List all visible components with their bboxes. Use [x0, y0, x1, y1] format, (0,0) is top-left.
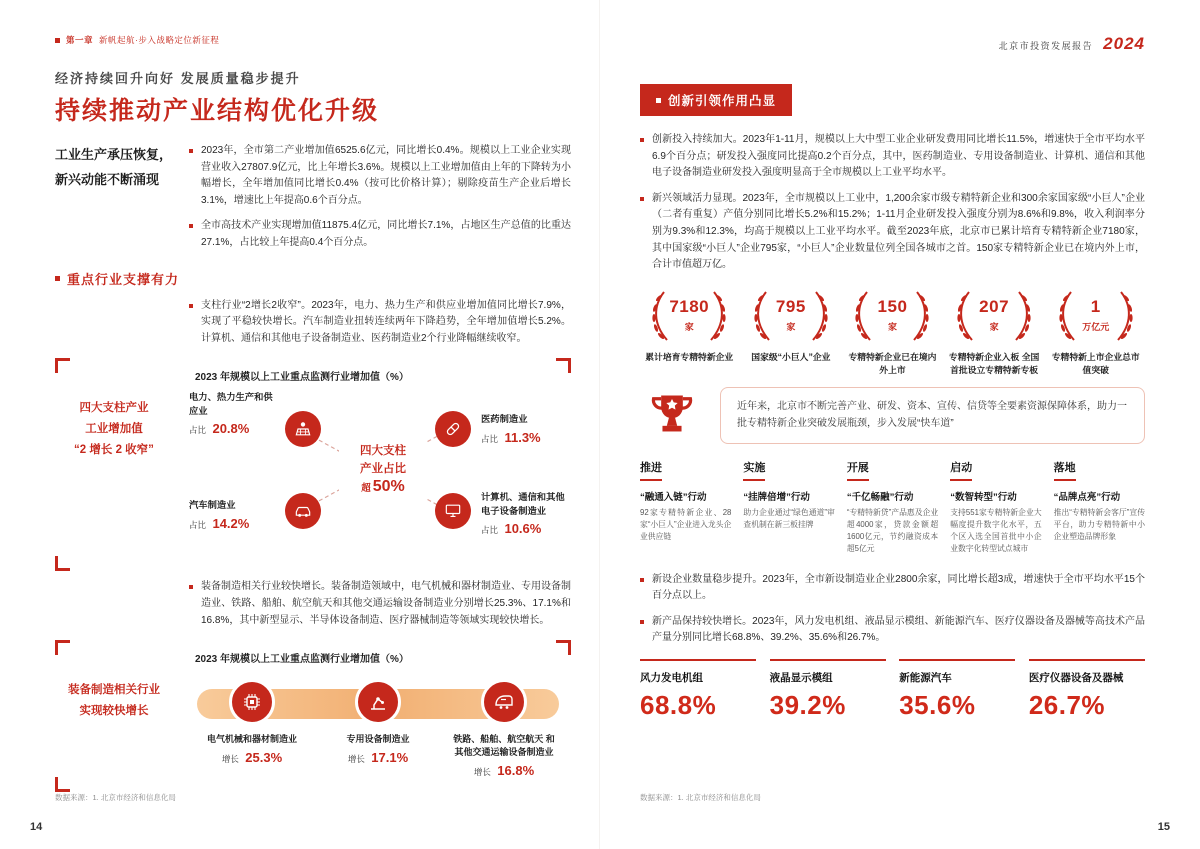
stat-item	[640, 659, 756, 721]
bullet-marker	[189, 304, 193, 308]
section-innovation-badge	[640, 84, 792, 116]
section-marker	[55, 276, 60, 281]
corner-bracket	[556, 640, 571, 655]
pillar-bullets-row	[55, 298, 571, 357]
stat-value: 35.6%	[899, 689, 976, 720]
wreath-stat	[742, 288, 840, 377]
wreath-number: 7180	[669, 296, 710, 316]
equipment-item: 电气机械和器材制造业 增长 25.3%	[206, 734, 297, 766]
equipment-icons-row	[189, 679, 567, 725]
action-tag: 落地	[1054, 459, 1076, 481]
data-source-note: 数据来源：1. 北京市经济和信息化局	[640, 793, 761, 802]
wreath-stat	[843, 288, 941, 377]
side-label-line: 实现较快增长	[79, 704, 149, 717]
page-15	[600, 0, 1200, 849]
wreath-unit: 家	[887, 321, 897, 332]
action-item	[1054, 458, 1145, 555]
pillar-name: 电力、热力生产和供应业	[189, 392, 273, 416]
pillar-name: 计算机、通信和其他电子设备制造业	[481, 492, 565, 516]
pillar-name: 汽车制造业	[189, 500, 236, 511]
wreath-caption: 专精特新上市企业总市值突破	[1051, 351, 1140, 375]
intro-bullets	[189, 143, 571, 261]
bullet-text: 创新投入持续加大。2023年1-11月，规模以上大中型工业企业研发费用同比增长11.5%，增速快于全市平均水平6.9个百分点；研发投入强度同比提高0.2个百分点，其中，医药制造业、专用设备制造业、计算机、通信和其他电子设备制造业研发投入强度明显高于全市规模以上工业平均水平。	[652, 134, 1145, 179]
section-key-industries	[55, 269, 571, 288]
data-source-note: 数据来源：1. 北京市经济和信息化局	[55, 793, 176, 802]
trophy-note	[640, 386, 1145, 444]
bullet-text: 2023年，全市第二产业增加值6525.6亿元，同比增长0.4%。规模以上工业企业实现营业收入27807.9亿元，比上年增长3.6%。规模以上工业增加值由上年的下降转为小幅增长，全年增加值同比增长0.4%（按可比价格计算）；剔除疫苗生产企业后增长3.1%，增速比上年提高0.6个百分点。	[201, 145, 571, 206]
action-tag: 实施	[743, 459, 765, 481]
action-item	[847, 458, 938, 555]
bullet-marker	[640, 620, 644, 624]
bullet-marker	[189, 224, 193, 228]
stat-name: 医疗仪器设备及器械	[1028, 671, 1124, 684]
list-item	[189, 218, 571, 251]
side-label-line: 四大支柱产业	[79, 402, 149, 415]
chapter-number: 第一章	[66, 35, 94, 45]
report-header	[640, 34, 1145, 54]
laurel-wreath-icon	[949, 288, 1039, 346]
wreath-unit: 万亿元	[1082, 321, 1110, 332]
stat-name: 风力发电机组	[640, 671, 703, 684]
report-title: 北京市投资发展报告	[998, 41, 1094, 51]
list-item	[640, 572, 1145, 605]
action-title: “数智转型”行动	[950, 492, 1017, 504]
pillar-side-label	[55, 368, 173, 559]
action-item	[950, 458, 1041, 555]
laurel-wreath-icon	[1051, 288, 1141, 346]
bullet-marker	[189, 585, 193, 589]
equipment-item: 专用设备制造业 增长 17.1%	[346, 734, 410, 766]
pillar-value: 占比 10.6%	[481, 521, 542, 537]
chapter-header	[55, 34, 571, 46]
action-desc: “专精特新贷”产品惠及企业超4000家，贷款金额超1600亿元，节约融资成本超5亿元	[846, 508, 939, 554]
pillar-item-power	[189, 391, 279, 438]
action-desc: 推出“专精特新会客厅”宣传平台，助力专精特新中小企业塑造品牌形象	[1053, 508, 1146, 542]
list-item	[189, 143, 571, 209]
trophy-text: 近年来，北京市不断完善产业、研发、资本、宣传、信贷等全要素资源保障体系，助力一批专精特新企业突破发展瓶颈，步入发展“快车道”	[720, 387, 1145, 444]
wreath-caption: 专精特新企业已在境内外上市	[848, 351, 937, 375]
action-desc: 支持551家专精特新企业大幅度提升数字化水平，五个区入选全国首批中小企业数字化转型试点城市	[950, 508, 1042, 554]
pillar-value: 占比 14.2%	[189, 515, 250, 531]
pillar-item-pharma	[481, 413, 571, 446]
equipment-bullets-row	[55, 579, 571, 638]
wreath-caption: 专精特新企业入板 全国首批设立专精特新专板	[948, 351, 1040, 375]
action-item	[640, 458, 731, 555]
corner-bracket	[55, 777, 70, 792]
wreath-stat	[945, 288, 1043, 377]
stat-item	[1029, 659, 1145, 721]
stat-name: 新能源汽车	[899, 671, 952, 684]
robot-arm-icon	[355, 679, 401, 725]
wreath-unit: 家	[786, 321, 796, 332]
wreath-number: 1	[1090, 296, 1101, 316]
chart-title: 2023 年规模以上工业重点监测行业增加值（%）	[195, 654, 409, 666]
badge-label: 创新引领作用凸显	[668, 94, 777, 108]
bullet-text: 支柱行业“2增长2收窄”。2023年，电力、热力生产和供应业增加值同比增长7.9%，实现了平稳较快增长。汽车制造业扭转连续两年下降趋势，全年增加值增长5.2%。计算机、通信和其他电子设备制造业、医药制造业2个行业降幅继续收窄。	[201, 299, 571, 344]
corner-bracket	[55, 640, 70, 655]
equipment-captions	[189, 733, 567, 780]
pillar-item-auto	[189, 499, 279, 532]
four-pillars-diagram	[189, 391, 567, 559]
page-number: 15	[1157, 821, 1170, 833]
corner-bracket	[55, 556, 70, 571]
page-subtitle: 经济持续回升向好 发展质量稳步提升	[55, 71, 301, 86]
lead-line-2: 新兴动能不断涌现	[55, 171, 160, 187]
wreath-number: 795	[775, 296, 806, 316]
list-item	[189, 579, 571, 629]
actions-row	[640, 458, 1145, 555]
laurel-wreath-icon	[746, 288, 836, 346]
list-item	[640, 191, 1145, 274]
list-item	[640, 614, 1145, 647]
equipment-item: 铁路、船舶、航空航天 和 其他交通运输设备制造业 增长 16.8%	[453, 734, 555, 779]
action-tag: 启动	[950, 459, 972, 481]
badge-marker	[656, 98, 661, 103]
pillar-value: 占比 20.8%	[189, 421, 250, 437]
four-pillars-section	[55, 358, 571, 571]
bullet-text: 装备制造相关行业较快增长。装备制造领域中，电气机械和器材制造业、专用设备制造业、铁路、船舶、航空航天和其他交通运输设备制造业分别增长25.3%、17.1%和16.8%，其中新型显示、半导体设备制造、医疗器械制造等领域实现较快增长。	[201, 581, 571, 626]
corner-bracket	[55, 358, 70, 373]
stat-item	[770, 659, 886, 721]
bullet-marker	[189, 149, 193, 153]
header-marker	[55, 38, 60, 43]
chapter-title: 新帆起航·步入战略定位新征程	[99, 35, 220, 45]
intro-row	[55, 143, 571, 261]
pillar-name: 医药制造业	[481, 414, 528, 425]
wreath-caption: 国家级“小巨人”企业	[751, 351, 831, 362]
stat-value: 68.8%	[640, 689, 717, 720]
side-label-line: 工业增加值	[85, 423, 143, 436]
wreath-number: 207	[979, 296, 1010, 316]
product-growth-stats	[640, 659, 1145, 721]
pillar-center-label: 四大支柱 产业占比 超 50%	[339, 437, 427, 502]
bullet-text: 新产品保持较快增长。2023年，风力发电机组、液晶显示模组、新能源汽车、医疗仪器设备及器械等高技术产品产量分别同比增长68.8%、39.2%、35.6%和26.7%。	[652, 615, 1145, 644]
growth-bullets	[640, 572, 1145, 647]
list-item	[640, 132, 1145, 182]
wreath-caption: 累计培育专精特新企业	[645, 351, 734, 362]
action-desc: 92家专精特新企业、28家“小巨人”企业进入龙头企业供应链	[640, 508, 732, 542]
stat-name: 液晶显示模组	[769, 671, 833, 684]
bullet-marker	[640, 138, 644, 142]
wreath-stat	[640, 288, 738, 377]
lead-line-1: 工业生产承压恢复，	[55, 147, 173, 162]
wreath-number: 150	[877, 296, 908, 316]
bullet-text: 新设企业数量稳步提升。2023年，全市新设制造业企业2800余家，同比增长超3成，增速快于全市平均水平15个百分点以上。	[652, 573, 1145, 602]
wreath-unit: 家	[684, 321, 694, 332]
equipment-section	[55, 640, 571, 792]
innovation-bullets	[640, 132, 1145, 274]
bullet-text: 全市高技术产业实现增加值11875.4亿元，同比增长7.1%，占地区生产总值的比重达27.1%，占比较上年提高0.4个百分点。	[201, 220, 571, 248]
action-title: “融通入链”行动	[640, 492, 707, 504]
stat-item	[899, 659, 1015, 721]
side-label-line: “2 增长 2 收窄”	[74, 443, 154, 456]
equipment-side-label	[55, 650, 173, 780]
action-tag: 开展	[847, 459, 869, 481]
wreath-unit: 家	[989, 321, 999, 332]
action-item	[743, 458, 834, 555]
bullet-marker	[640, 197, 644, 201]
laurel-wreath-icon	[644, 288, 734, 346]
lead-statement	[55, 143, 173, 261]
bullet-text: 新兴领域活力显现。2023年，全市规模以上工业中，1,200余家市级专精特新企业和300余家国家级“小巨人”企业（二者有重复）产值分别同比增长5.2%和15.2%；1-11月企业研发投入强度分别为8.6%和9.8%，收入利润率分别为9.3%和12.3%，均高于规模以上工业平均水平。截至2023年底，北京市已累计培育专精特新企业7180家，其中国家级“小巨人”企业795家，“小巨人”企业数量位列全国各城市之首。150家专精特新企业已在境内外上市，合计市值超万亿。	[652, 192, 1145, 271]
bullet-marker	[640, 578, 644, 582]
trophy-icon	[640, 386, 704, 444]
wreath-stat	[1047, 288, 1145, 377]
pillar-item-electronics	[481, 491, 571, 538]
section-label: 重点行业支撑有力	[67, 271, 180, 287]
laurel-wreath-icon	[847, 288, 937, 346]
corner-bracket	[556, 358, 571, 373]
equipment-diagram	[189, 679, 567, 780]
train-icon	[481, 679, 527, 725]
list-item	[189, 298, 571, 348]
action-title: “千亿畅融”行动	[846, 492, 914, 504]
report-year: 2024	[1103, 34, 1145, 53]
chip-icon	[229, 679, 275, 725]
stat-value: 26.7%	[1028, 689, 1106, 720]
action-desc: 助力企业通过“绿色通道”审查机制在新三板挂牌	[743, 508, 835, 530]
pillar-value: 占比 11.3%	[481, 429, 541, 445]
wreath-stats-row	[640, 288, 1145, 377]
page-number: 14	[30, 821, 43, 833]
page-title: 持续推动产业结构优化升级	[55, 97, 380, 125]
action-title: “品牌点亮”行动	[1053, 492, 1121, 504]
side-label-line: 装备制造相关行业	[68, 684, 160, 697]
action-tag: 推进	[640, 459, 662, 481]
chart-title: 2023 年规模以上工业重点监测行业增加值（%）	[195, 372, 409, 384]
stat-value: 39.2%	[769, 689, 846, 720]
action-title: “挂牌倍增”行动	[743, 492, 810, 504]
